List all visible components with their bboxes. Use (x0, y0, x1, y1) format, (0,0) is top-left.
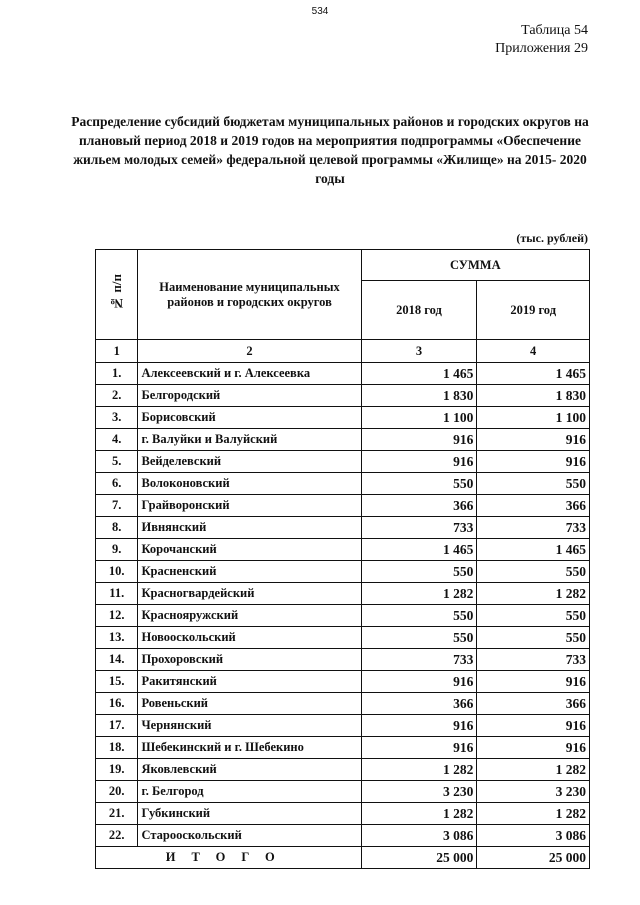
row-value-2018: 1 465 (361, 363, 477, 385)
row-number: 21. (96, 803, 138, 825)
row-number: 12. (96, 605, 138, 627)
row-value-2019: 550 (477, 561, 590, 583)
table-row (96, 737, 590, 759)
col-2018-header: 2018 год (361, 281, 477, 340)
row-number: 1. (96, 363, 138, 385)
row-value-2019: 916 (477, 715, 590, 737)
row-name: Белгородский (138, 385, 361, 407)
row-number: 11. (96, 583, 138, 605)
document-title: Распределение субсидий бюджетам муниципальных районов и городских округов на плановый период 2018 и 2019 годов на мероприятия подпрограммы «Обеспечение жильем молодых семей» федеральной целевой программы «Жилище» на 2015- 2020 годы (71, 114, 589, 186)
row-value-2018: 1 100 (361, 407, 477, 429)
table-row (96, 495, 590, 517)
row-name: г. Белгород (138, 781, 361, 803)
index-cell: 2 (138, 340, 361, 363)
row-value-2019: 916 (477, 671, 590, 693)
subsidy-table (95, 249, 590, 869)
row-number: 14. (96, 649, 138, 671)
row-value-2018: 3 086 (361, 825, 477, 847)
row-value-2018: 1 282 (361, 803, 477, 825)
table-row (96, 451, 590, 473)
table-row (96, 517, 590, 539)
row-value-2018: 1 282 (361, 759, 477, 781)
row-value-2019: 366 (477, 693, 590, 715)
row-number: 2. (96, 385, 138, 407)
total-2019: 25 000 (477, 847, 590, 869)
row-value-2018: 1 830 (361, 385, 477, 407)
table-row (96, 671, 590, 693)
row-name: Старооскольский (138, 825, 361, 847)
row-value-2019: 1 100 (477, 407, 590, 429)
row-number: 5. (96, 451, 138, 473)
row-name: Краснояружский (138, 605, 361, 627)
row-number: 10. (96, 561, 138, 583)
row-value-2018: 916 (361, 715, 477, 737)
row-name: Борисовский (138, 407, 361, 429)
table-row (96, 693, 590, 715)
row-value-2018: 550 (361, 561, 477, 583)
index-row (96, 340, 590, 363)
header-row (96, 250, 590, 281)
table-row (96, 473, 590, 495)
col-name-header: Наименование муниципальных районов и городских округов (138, 250, 361, 340)
table-body (96, 363, 590, 847)
row-number: 6. (96, 473, 138, 495)
row-name: Вейделевский (138, 451, 361, 473)
row-value-2018: 733 (361, 517, 477, 539)
row-value-2018: 550 (361, 627, 477, 649)
row-value-2019: 1 282 (477, 759, 590, 781)
table-row (96, 649, 590, 671)
row-value-2019: 916 (477, 737, 590, 759)
row-name: Грайворонский (138, 495, 361, 517)
row-name: Яковлевский (138, 759, 361, 781)
units-label: (тыс. рублей) (516, 231, 588, 245)
row-number: 18. (96, 737, 138, 759)
row-value-2018: 916 (361, 429, 477, 451)
total-label: ИТОГО (96, 847, 362, 869)
row-name: Новооскольский (138, 627, 361, 649)
row-number: 19. (96, 759, 138, 781)
table-row (96, 825, 590, 847)
row-value-2019: 1 465 (477, 363, 590, 385)
row-value-2019: 1 282 (477, 803, 590, 825)
table-row (96, 539, 590, 561)
col-2019-header: 2019 год (477, 281, 590, 340)
table-row (96, 781, 590, 803)
row-value-2019: 366 (477, 495, 590, 517)
row-name: Ивнянский (138, 517, 361, 539)
row-value-2019: 1 830 (477, 385, 590, 407)
row-value-2019: 550 (477, 605, 590, 627)
row-name: Чернянский (138, 715, 361, 737)
table-row (96, 627, 590, 649)
table-row (96, 583, 590, 605)
row-number: 22. (96, 825, 138, 847)
table-row (96, 759, 590, 781)
row-value-2018: 366 (361, 693, 477, 715)
row-value-2019: 916 (477, 429, 590, 451)
row-number: 15. (96, 671, 138, 693)
page-number: 534 (311, 6, 329, 17)
total-2018: 25 000 (361, 847, 477, 869)
row-name: Красненский (138, 561, 361, 583)
row-number: 4. (96, 429, 138, 451)
appendix-label: Приложения 29 (495, 41, 588, 56)
total-row (96, 847, 590, 869)
table-label: Таблица 54 (521, 23, 588, 38)
row-name: Шебекинский и г. Шебекино (138, 737, 361, 759)
row-number: 13. (96, 627, 138, 649)
table-row (96, 407, 590, 429)
table-row (96, 715, 590, 737)
row-value-2018: 733 (361, 649, 477, 671)
row-name: Красногвардейский (138, 583, 361, 605)
row-value-2018: 550 (361, 605, 477, 627)
row-value-2019: 550 (477, 627, 590, 649)
table-reference (495, 22, 588, 58)
row-name: Губкинский (138, 803, 361, 825)
row-value-2019: 916 (477, 451, 590, 473)
row-value-2019: 3 086 (477, 825, 590, 847)
row-value-2019: 3 230 (477, 781, 590, 803)
row-number: 16. (96, 693, 138, 715)
row-value-2019: 1 465 (477, 539, 590, 561)
row-name: Ровеньский (138, 693, 361, 715)
row-value-2018: 3 230 (361, 781, 477, 803)
row-number: 8. (96, 517, 138, 539)
row-name: Корочанский (138, 539, 361, 561)
row-name: Волоконовский (138, 473, 361, 495)
index-cell: 4 (477, 340, 590, 363)
table-row (96, 803, 590, 825)
row-name: Алексеевский и г. Алексеевка (138, 363, 361, 385)
row-value-2018: 916 (361, 451, 477, 473)
row-value-2019: 1 282 (477, 583, 590, 605)
table-row (96, 429, 590, 451)
table-row (96, 385, 590, 407)
index-cell: 3 (361, 340, 477, 363)
row-number: 17. (96, 715, 138, 737)
row-value-2018: 1 465 (361, 539, 477, 561)
row-name: г. Валуйки и Валуйский (138, 429, 361, 451)
row-value-2018: 550 (361, 473, 477, 495)
row-value-2018: 1 282 (361, 583, 477, 605)
row-number: 9. (96, 539, 138, 561)
table-row (96, 605, 590, 627)
row-number: 20. (96, 781, 138, 803)
row-value-2019: 550 (477, 473, 590, 495)
table-row (96, 363, 590, 385)
row-value-2019: 733 (477, 649, 590, 671)
col-num-header: № п/п (96, 250, 138, 340)
row-number: 3. (96, 407, 138, 429)
row-name: Ракитянский (138, 671, 361, 693)
row-value-2018: 916 (361, 671, 477, 693)
row-value-2019: 733 (477, 517, 590, 539)
row-value-2018: 366 (361, 495, 477, 517)
col-sum-header: СУММА (361, 250, 589, 281)
table-row (96, 561, 590, 583)
row-value-2018: 916 (361, 737, 477, 759)
row-number: 7. (96, 495, 138, 517)
row-name: Прохоровский (138, 649, 361, 671)
index-cell: 1 (96, 340, 138, 363)
